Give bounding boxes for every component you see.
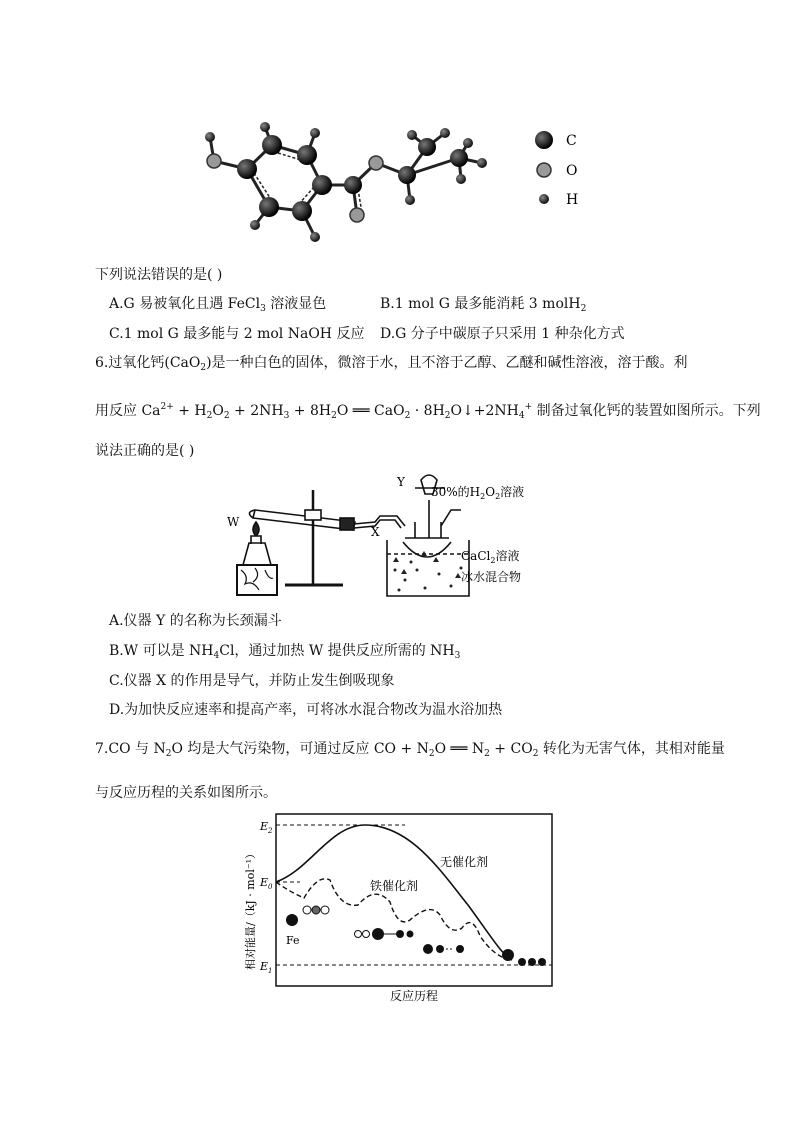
label-uncatalyzed: 无催化剂 [440, 855, 489, 869]
label-cacl2: CaCl$_2$溶液 [461, 549, 520, 565]
legend-c-label: C [566, 133, 577, 149]
q5-option-c: C.1 mol G 最多能与 2 mol NaOH 反应 [109, 326, 365, 342]
label-w: W [227, 515, 240, 529]
y-axis-label: 相对能量/（kJ · mol⁻¹） [244, 847, 257, 970]
q6-option-c: C.仪器 X 的作用是导气，并防止发生倒吸现象 [109, 673, 395, 689]
label-x: X [371, 525, 380, 539]
label-fe-catalyzed: 铁催化剂 [370, 879, 419, 893]
molecule-figure [195, 115, 615, 255]
q6-line3: 说法正确的是( ) [95, 443, 195, 459]
q5-option-a: A.G 易被氧化且遇 FeCl$_3$ 溶液显色 [109, 296, 327, 314]
label-h2o2: 30%的$H_2O_2$溶液 [431, 485, 525, 501]
q5-option-b: B.1 mol G 最多能消耗 3 molH$_2$ [380, 296, 587, 314]
q7-line2: 与反应历程的关系如图所示。 [95, 785, 277, 801]
atoms-c [237, 135, 468, 221]
energy-diagram [240, 810, 570, 1010]
label-e2: $E_2$ [260, 820, 273, 835]
apparatus-figure [225, 470, 565, 600]
legend-o-icon [537, 163, 551, 177]
q5-option-d: D.G 分子中碳原子只采用 1 种杂化方式 [380, 326, 625, 342]
q6-line2: 用反应 $Ca^{2+} + H_2O_2 + 2NH_3 + 8H_2O$ ══ $CaO_2 \cdot 8H_2O↓+2NH_4^+$ 制备过氧化钙的装置如图所示。下列 [95, 402, 761, 421]
legend-c-icon [535, 131, 553, 149]
q6-option-b: B.W 可以是 $NH_4Cl$，通过加热 W 提供反应所需的 $NH_3$ [109, 643, 461, 661]
q7-line1: 7.CO 与 $N_2O$ 均是大气污染物，可通过反应 CO + $N_2O$ ══ $N_2 + CO_2$ 转化为无害气体，其相对能量 [95, 741, 725, 759]
legend-h-label: H [566, 192, 579, 208]
label-e0: $E_0$ [260, 876, 273, 891]
legend-o-label: O [566, 163, 578, 179]
label-ice: 冰水混合物 [461, 570, 522, 584]
label-e1: $E_1$ [260, 960, 273, 975]
label-y: Y [397, 475, 405, 489]
q6-line1: 6.过氧化钙(CaO$_2$)是一种白色的固体，微溶于水，且不溶于乙醇、乙醚和碱性溶液，溶于酸。利 [95, 355, 688, 373]
q5-stem: 下列说法错误的是( ) [95, 267, 223, 283]
label-fe: Fe [286, 934, 300, 947]
q6-option-d: D.为加快反应速率和提高产率，可将冰水混合物改为温水浴加热 [109, 702, 503, 718]
x-axis-label: 反应历程 [390, 989, 439, 1003]
q6-option-a: A.仪器 Y 的名称为长颈漏斗 [109, 613, 282, 629]
legend-h-icon [539, 194, 549, 204]
